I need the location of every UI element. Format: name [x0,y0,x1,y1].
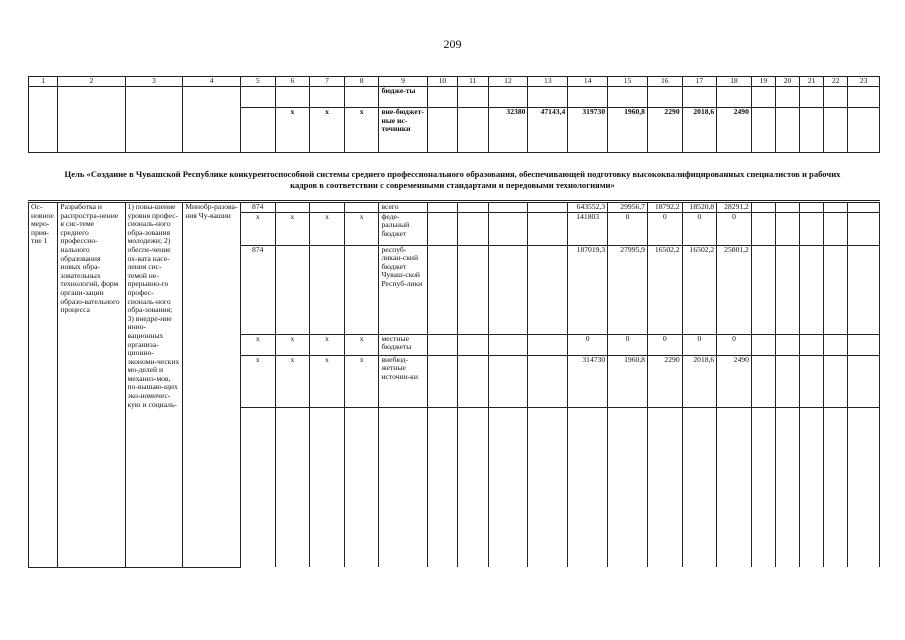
cell: 314730 [568,355,608,407]
col-number: 23 [848,77,880,87]
col-number: 6 [275,77,310,87]
cell: 0 [717,334,752,355]
cell: x [310,355,345,407]
activity-tasks: 1) повы-шение уровня профес-сиональ-ного обра-зования молодежи; 2) обеспе-чение ох-вата насе-ления сис-темой не-прерывно-го профес-сиональ-ного обра-зования; 3) внедре-ние инно-вационных организа-ционно-экономи-ческих мо-делей и механиз-мов, по-вышаю-щих эко-номичес-кую и социаль- [125,203,183,568]
cell: 643552,3 [568,203,608,213]
col-number: 2 [58,77,125,87]
col-number: 17 [682,77,717,87]
cell [344,245,379,334]
cell: 2490 [717,355,752,407]
top-table [28,76,880,153]
cell: 27995,9 [608,245,648,334]
cell: 0 [568,334,608,355]
cell: 28291,2 [717,203,752,213]
cell: 2018,6 [682,355,717,407]
cell: 1960,8 [608,355,648,407]
funding-source: внебюд-жетные источни-ки [379,355,427,407]
cell: 141803 [568,212,608,245]
funding-source: вне-бюджет-ные ис-точники [379,108,427,153]
funding-source: феде-ральный бюджет [379,212,427,245]
col-number: 21 [800,77,824,87]
col-number: 12 [488,77,528,87]
cell: 2290 [647,108,682,153]
col-number: 14 [568,77,608,87]
cell [275,203,310,213]
col-number: 22 [824,77,848,87]
cell: 16502,2 [682,245,717,334]
cell: 0 [682,212,717,245]
col-number: 11 [458,77,488,87]
table-row [29,203,880,213]
cell: 2490 [717,108,752,153]
cell: 0 [717,212,752,245]
funding-source: респуб-ликан-ский бюджет Чуваш-ской Респуб-лики [379,245,427,334]
cell: 18792,2 [647,203,682,213]
col-number: 7 [310,77,345,87]
cell [310,203,345,213]
cell: 25801,2 [717,245,752,334]
cell: 0 [608,212,648,245]
cell: 47143,4 [528,108,568,153]
executor-cell: Минобр-разова-ния Чу-вашии [183,203,241,568]
col-number: 10 [427,77,457,87]
cell [344,203,379,213]
funding-source: местные бюджеты [379,334,427,355]
cell [275,245,310,334]
cell: 29956,7 [608,203,648,213]
cell: x [240,334,275,355]
cell: 0 [647,212,682,245]
activity-table [28,202,880,568]
cell: 874 [240,203,275,213]
cell: 874 [240,245,275,334]
cell: 0 [647,334,682,355]
cell: 0 [608,334,648,355]
cell: 16502,2 [647,245,682,334]
cell: x [344,334,379,355]
cell: x [310,334,345,355]
cell: x [275,108,310,153]
cell: 2018,6 [682,108,717,153]
cell [310,245,345,334]
cell: x [310,108,345,153]
goal-heading: Цель «Создание в Чувашской Республике конкурентоспособной системы среднего профессионального образования, обеспечивающей подготовку высококвалифицированных специалистов и рабочих кадров в соответствии с современными стандартами и передовыми технологиями» [64,169,841,190]
cell: 32380 [488,108,528,153]
column-number-row [29,77,880,87]
cell: x [310,212,345,245]
col-number: 18 [717,77,752,87]
cell: 2290 [647,355,682,407]
col-number: 4 [183,77,241,87]
funding-source: всего [379,203,427,213]
cell: x [275,334,310,355]
col-number: 20 [775,77,799,87]
table-row [29,87,880,108]
col-number: 15 [608,77,648,87]
status-cell: Ос-новное меро-прия-тие 1 [29,203,58,568]
col-number: 3 [125,77,183,87]
page-number: 209 [443,37,462,51]
col-number: 16 [647,77,682,87]
cell: x [344,212,379,245]
funding-source: бюдже-ты [379,87,427,108]
cell: 319730 [568,108,608,153]
cell: x [240,212,275,245]
cell: x [344,108,379,153]
cell: 1960,8 [608,108,648,153]
col-number: 1 [29,77,58,87]
col-number: 9 [379,77,427,87]
col-number: 8 [344,77,379,87]
col-number: 5 [240,77,275,87]
cell: 187019,3 [568,245,608,334]
divider [28,200,880,201]
col-number: 19 [751,77,775,87]
cell: x [240,355,275,407]
cell: x [275,212,310,245]
col-number: 13 [528,77,568,87]
cell: x [344,355,379,407]
cell: 0 [682,334,717,355]
activity-name: Разработка и распростра-нение в сис-теме среднего профессио-нального образования новых обра-зовательных технологий, форм органи-зации образо-вательного процесса [58,203,125,568]
cell: x [275,355,310,407]
cell: 18520,8 [682,203,717,213]
